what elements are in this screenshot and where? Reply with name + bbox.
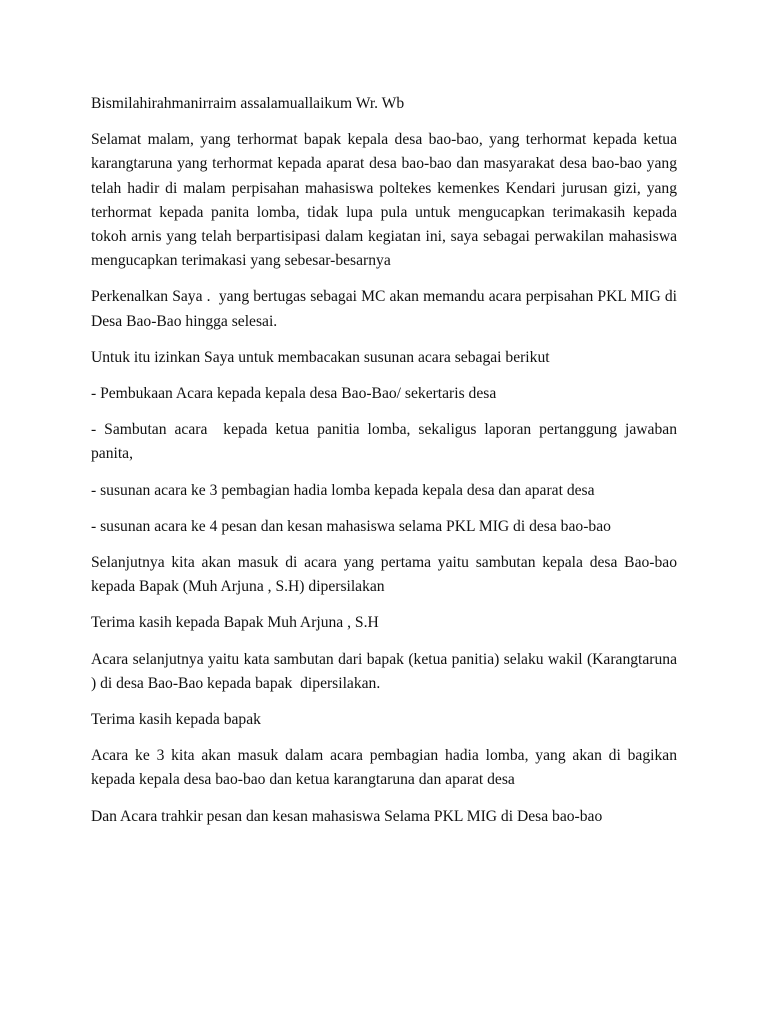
third-session-paragraph: Acara ke 3 kita akan masuk dalam acara pembagian hadia lomba, yang akan di bagikan kepada kepala desa bao-bao dan ketua karangtaruna dan aparat desa (91, 747, 681, 789)
document-page (91, 92, 681, 841)
thanks-paragraph: Terima kasih kepada bapak (91, 711, 261, 729)
introduction-paragraph: Perkenalkan Saya . yang bertugas sebagai MC akan memandu acara perpisahan PKL MIG di Desa Bao-Bao hingga selesai. (91, 288, 681, 330)
closing-session-paragraph: Dan Acara trahkir pesan dan kesan mahasiswa Selama PKL MIG di Desa bao-bao (91, 807, 603, 825)
first-session-paragraph: Selanjutnya kita akan masuk di acara yang pertama yaitu sambutan kepala desa Bao-bao kepada Bapak (Muh Arjuna , S.H) dipersilakan (91, 554, 681, 596)
agenda-item: - Pembukaan Acara kepada kepala desa Bao-Bao/ sekertaris desa (91, 385, 497, 403)
agenda-item: - susunan acara ke 4 pesan dan kesan mahasiswa selama PKL MIG di desa bao-bao (91, 517, 611, 535)
thanks-paragraph: Terima kasih kepada Bapak Muh Arjuna , S.H (91, 614, 379, 632)
opening-greeting: Bismilahirahmanirraim assalamuallaikum Wr. Wb (91, 95, 405, 112)
second-session-paragraph: Acara selanjutnya yaitu kata sambutan dari bapak (ketua panitia) selaku wakil (Karangtaruna ) di desa Bao-Bao kepada bapak dipersilakan. (91, 650, 681, 692)
agenda-item: - susunan acara ke 3 pembagian hadia lomba kepada kepala desa dan aparat desa (91, 481, 595, 499)
agenda-item: - Sambutan acara kepada ketua panitia lomba, sekaligus laporan pertanggung jawaban panita, (91, 421, 681, 463)
welcome-paragraph: Selamat malam, yang terhormat bapak kepala desa bao-bao, yang terhormat kepada ketua karangtaruna yang terhormat kepada aparat desa bao-bao dan masyarakat desa bao-bao yang telah hadir di malam perpisahan mahasiswa poltekes kemenkes Kendari jurusan gizi, yang terhormat kepada panita lomba, tidak lupa pula untuk mengucapkan terimakasih kepada tokoh arnis yang telah berpartisipasi dalam kegiatan ini, saya sebagai perwakilan mahasiswa mengucapkan terimakasi yang sebesar-besarnya (91, 131, 681, 270)
agenda-intro: Untuk itu izinkan Saya untuk membacakan susunan acara sebagai berikut (91, 348, 550, 366)
